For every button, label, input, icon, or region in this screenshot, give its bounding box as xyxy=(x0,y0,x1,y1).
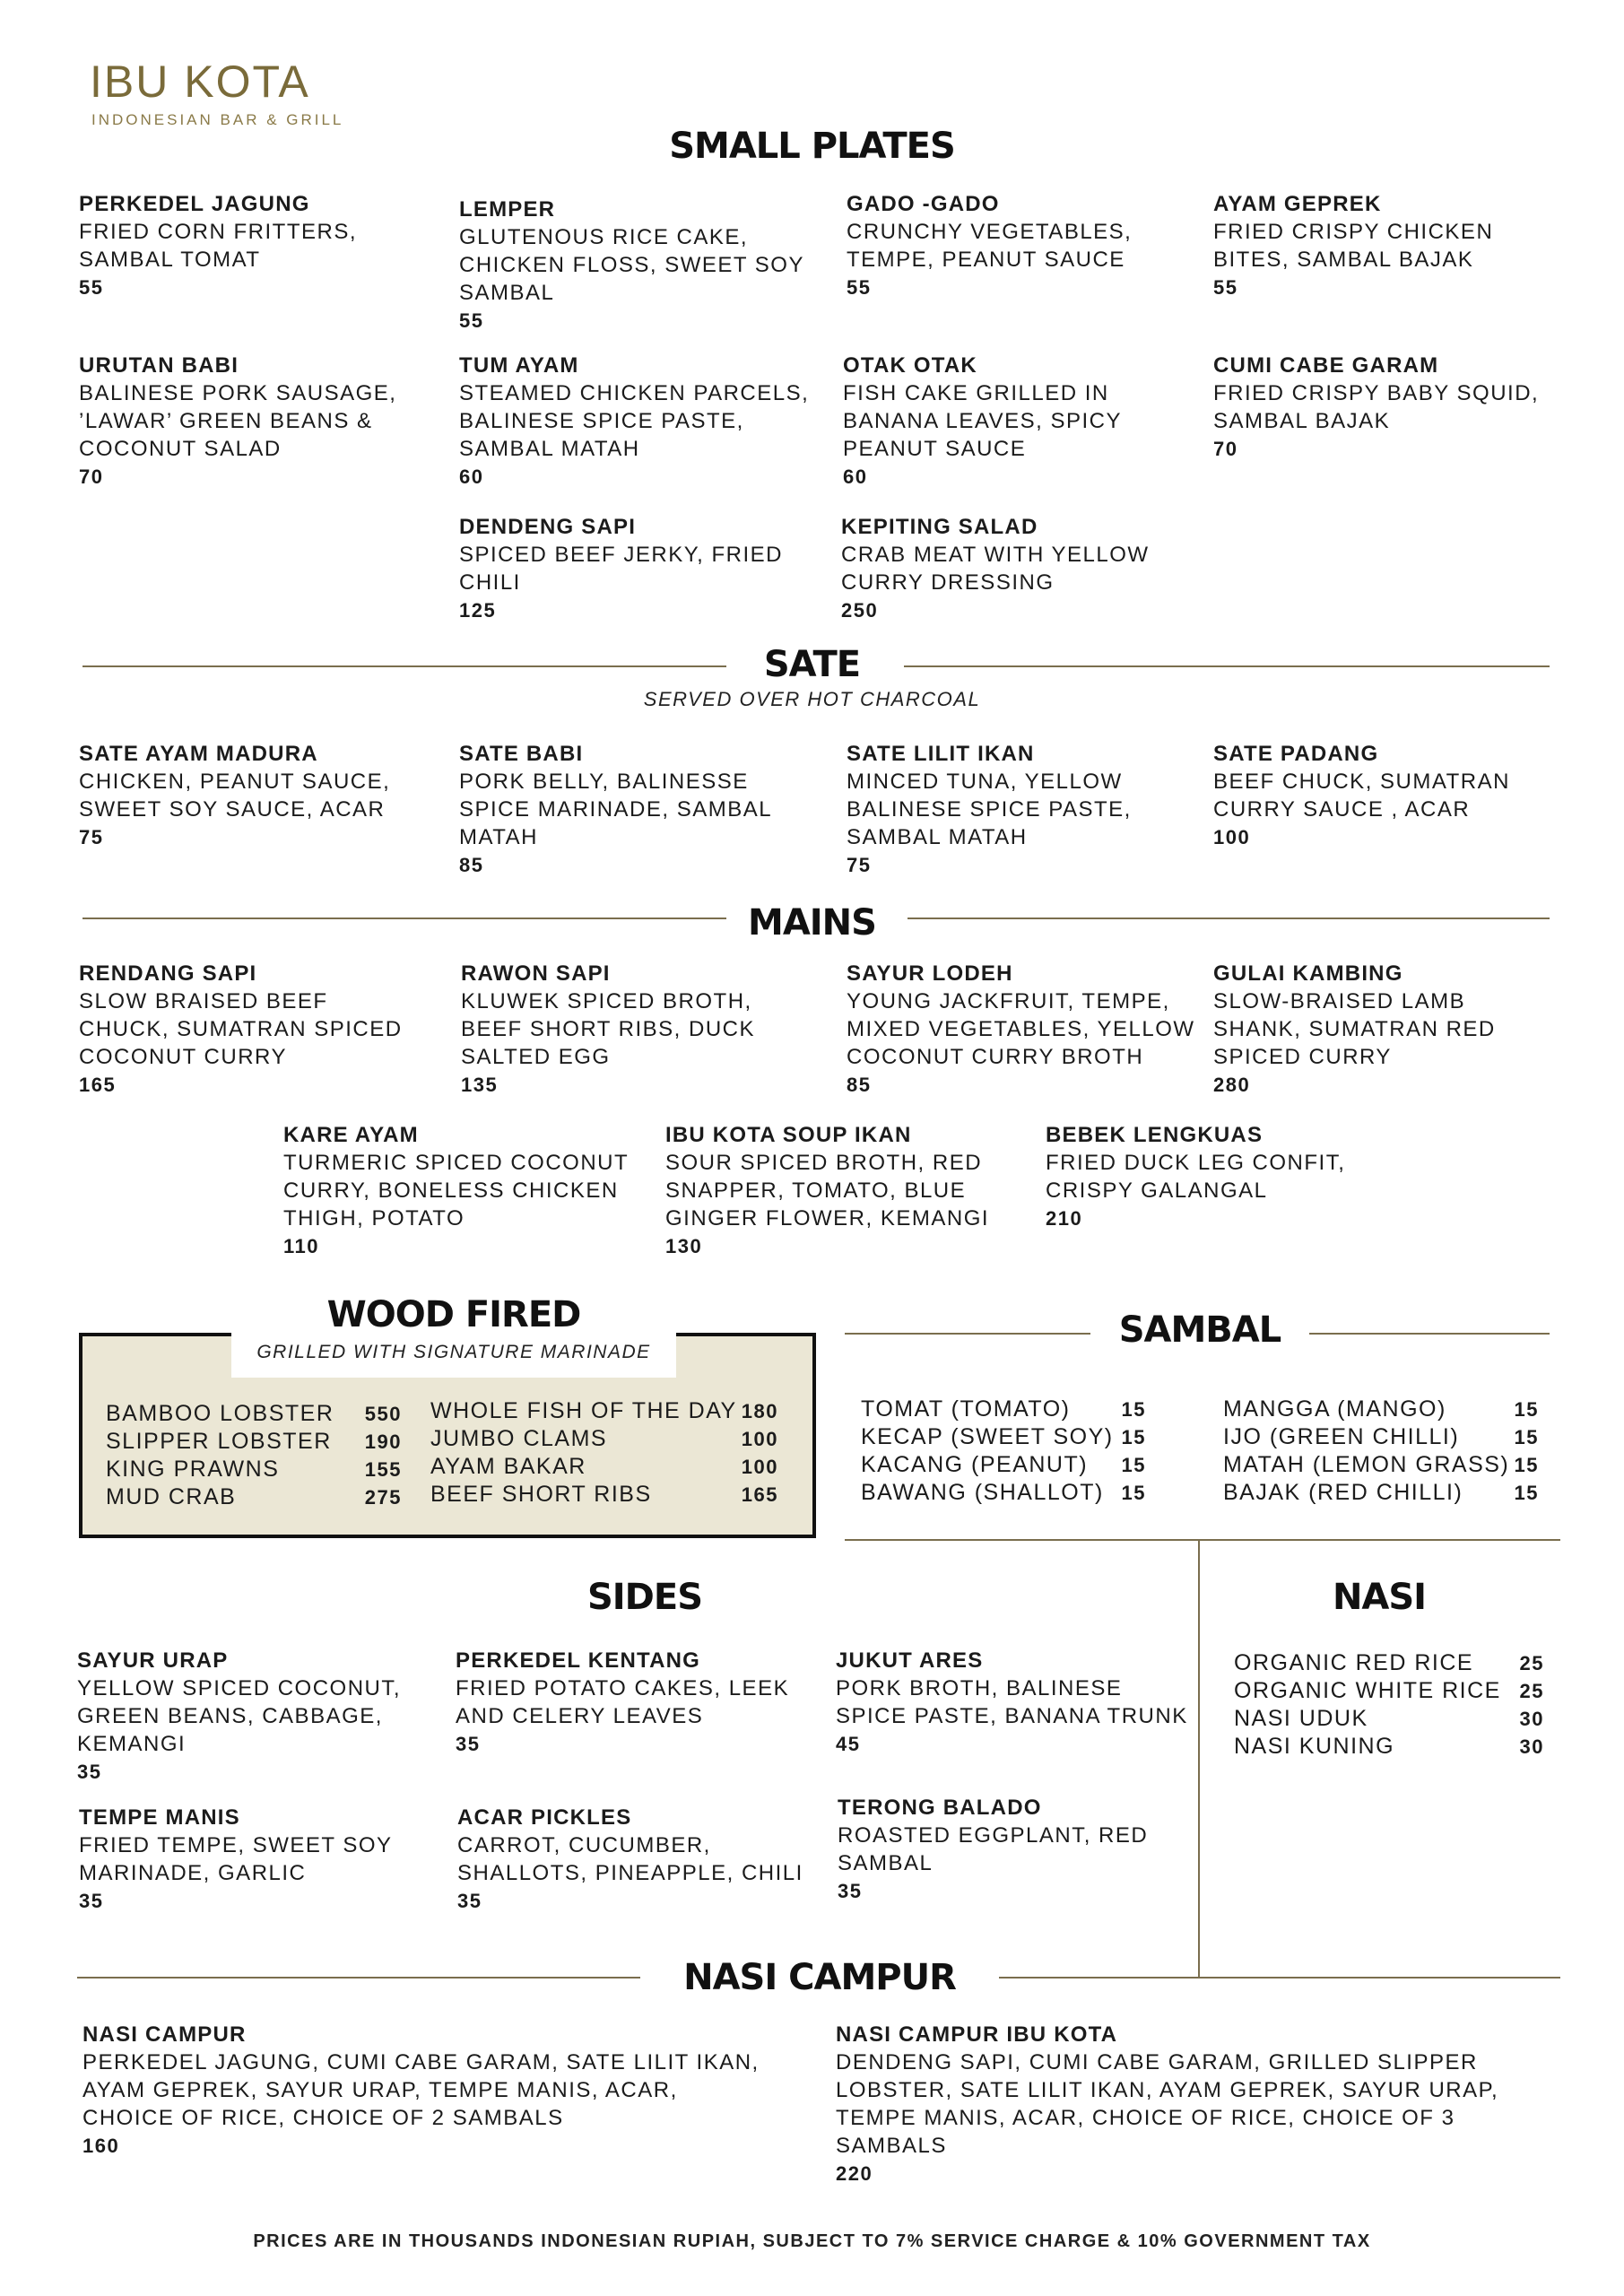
item-price: 220 xyxy=(836,2162,873,2185)
section-subtitle-wood-fired: GRILLED WITH SIGNATURE MARINADE xyxy=(256,1342,651,1362)
item-price: 135 xyxy=(461,1074,499,1096)
menu-item xyxy=(83,2021,773,2160)
item-desc: YOUNG JACKFRUIT, TEMPE, MIXED VEGETABLES, YELLOW COCONUT CURRY BROTH xyxy=(847,989,1195,1069)
sambal-price: 15 xyxy=(1514,1398,1539,1421)
section-title-nasi: NASI xyxy=(1332,1577,1427,1618)
item-desc: FRIED POTATO CAKES, LEEK AND CELERY LEAVES xyxy=(456,1676,790,1728)
menu-item xyxy=(79,960,420,1099)
dish-name: BEEF SHORT RIBS xyxy=(430,1482,652,1507)
rice-price: 25 xyxy=(1519,1652,1544,1674)
item-price: 55 xyxy=(459,309,484,332)
rice-price: 25 xyxy=(1519,1680,1544,1702)
divider-line xyxy=(999,1977,1560,1979)
menu-item xyxy=(838,1794,1169,1905)
dish-name: AYAM BAKAR xyxy=(430,1454,586,1479)
item-name: SAYUR LODEH xyxy=(847,961,1013,986)
item-desc: CRAB MEAT WITH YELLOW CURRY DRESSING xyxy=(841,543,1150,595)
dish-name: BAMBOO LOBSTER xyxy=(106,1401,334,1426)
rice-name: ORGANIC WHITE RICE xyxy=(1234,1678,1501,1703)
item-name: NASI CAMPUR xyxy=(83,2022,247,2047)
item-name: CUMI CABE GARAM xyxy=(1213,353,1439,378)
item-desc: SLOW-BRAISED LAMB SHANK, SUMATRAN RED SPICED CURRY xyxy=(1213,989,1496,1069)
item-price: 100 xyxy=(1213,826,1251,848)
item-desc: GLUTENOUS RICE CAKE, CHICKEN FLOSS, SWEET SOY SAMBAL xyxy=(459,225,804,305)
sambal-name: MATAH (LEMON GRASS) xyxy=(1223,1452,1510,1477)
item-price: 165 xyxy=(79,1074,117,1096)
section-title-sides: SIDES xyxy=(586,1577,703,1618)
price-row xyxy=(1234,1705,1544,1733)
divider-line xyxy=(845,1333,1090,1335)
sambal-name: KECAP (SWEET SOY) xyxy=(861,1424,1114,1449)
item-desc: PORK BELLY, BALINESSE SPICE MARINADE, SAMBAL MATAH xyxy=(459,770,772,849)
menu-item xyxy=(79,190,420,301)
item-desc: FRIED CRISPY BABY SQUID, SAMBAL BAJAK xyxy=(1213,381,1540,433)
sambal-price: 15 xyxy=(1121,1454,1146,1476)
price-row xyxy=(106,1483,402,1511)
item-name: AYAM GEPREK xyxy=(1213,192,1382,216)
item-price: 35 xyxy=(457,1890,482,1912)
menu-item xyxy=(836,2021,1562,2187)
dish-name: KING PRAWNS xyxy=(106,1457,280,1482)
menu-item xyxy=(1213,740,1536,851)
item-price: 55 xyxy=(1213,276,1238,299)
item-name: KARE AYAM xyxy=(283,1123,419,1147)
brand-tagline: INDONESIAN BAR & GRILL xyxy=(91,111,344,128)
price-row xyxy=(106,1428,402,1456)
price-row xyxy=(861,1423,1146,1451)
rice-price: 30 xyxy=(1519,1708,1544,1730)
item-price: 280 xyxy=(1213,1074,1251,1096)
price-row xyxy=(430,1397,778,1425)
item-price: 125 xyxy=(459,599,497,622)
price-row xyxy=(1234,1649,1544,1677)
sambal-price: 15 xyxy=(1514,1454,1539,1476)
item-desc: YELLOW SPICED COCONUT, GREEN BEANS, CABBAGE, KEMANGI xyxy=(77,1676,402,1756)
sambal-price: 15 xyxy=(1121,1398,1146,1421)
sambal-name: TOMAT (TOMATO) xyxy=(861,1396,1071,1422)
menu-item xyxy=(77,1647,418,1786)
menu-item xyxy=(665,1121,1006,1260)
item-desc: PERKEDEL JAGUNG, CUMI CABE GARAM, SATE LILIT IKAN, AYAM GEPREK, SAYUR URAP, TEMPE MANIS, ACAR, CHOICE OF RICE, CHOICE OF 2 SAMBALS xyxy=(83,2050,760,2130)
section-title-nasi-campur: NASI CAMPUR xyxy=(683,1957,956,1998)
section-title-mains: MAINS xyxy=(748,902,876,944)
item-desc: FISH CAKE GRILLED IN BANANA LEAVES, SPICY PEANUT SAUCE xyxy=(843,381,1122,461)
price-row xyxy=(1223,1451,1539,1479)
item-desc: TURMERIC SPICED COCONUT CURRY, BONELESS CHICKEN THIGH, POTATO xyxy=(283,1151,629,1231)
menu-item xyxy=(841,513,1164,624)
dish-name: JUMBO CLAMS xyxy=(430,1426,608,1451)
item-name: KEPITING SALAD xyxy=(841,515,1038,539)
item-name: TEMPE MANIS xyxy=(79,1805,240,1830)
section-title-sate: SATE xyxy=(763,644,861,685)
item-desc: FRIED DUCK LEG CONFIT, CRISPY GALANGAL xyxy=(1046,1151,1346,1203)
item-price: 250 xyxy=(841,599,879,622)
item-desc: BEEF CHUCK, SUMATRAN CURRY SAUCE , ACAR xyxy=(1213,770,1510,822)
dish-price: 100 xyxy=(741,1456,778,1478)
sambal-name: IJO (GREEN CHILLI) xyxy=(1223,1424,1460,1449)
item-price: 210 xyxy=(1046,1207,1083,1230)
sambal-price: 15 xyxy=(1514,1426,1539,1448)
section-title-sambal: SAMBAL xyxy=(1118,1309,1281,1351)
dish-price: 165 xyxy=(741,1483,778,1506)
item-desc: MINCED TUNA, YELLOW BALINESE SPICE PASTE, SAMBAL MATAH xyxy=(847,770,1132,849)
dish-name: MUD CRAB xyxy=(106,1484,237,1509)
item-name: URUTAN BABI xyxy=(79,353,239,378)
menu-item xyxy=(1046,1121,1368,1232)
sambal-price: 15 xyxy=(1121,1426,1146,1448)
item-price: 45 xyxy=(836,1733,861,1755)
item-name: RENDANG SAPI xyxy=(79,961,257,986)
section-title-small-plates: SMALL PLATES xyxy=(669,126,955,167)
menu-item xyxy=(459,196,809,335)
item-desc: SLOW BRAISED BEEF CHUCK, SUMATRAN SPICED COCONUT CURRY xyxy=(79,989,403,1069)
item-desc: BALINESE PORK SAUSAGE, ’LAWAR’ GREEN BEANS & COCONUT SALAD xyxy=(79,381,397,461)
price-row xyxy=(1234,1677,1544,1705)
item-name: TUM AYAM xyxy=(459,353,579,378)
price-row xyxy=(1234,1733,1544,1761)
price-row xyxy=(1223,1423,1539,1451)
item-price: 60 xyxy=(459,465,484,488)
item-name: RAWON SAPI xyxy=(461,961,611,986)
dish-name: WHOLE FISH OF THE DAY xyxy=(430,1398,737,1423)
footer-note: PRICES ARE IN THOUSANDS INDONESIAN RUPIAH, SUBJECT TO 7% SERVICE CHARGE & 10% GOVERNMENT TAX xyxy=(253,2231,1371,2251)
menu-item xyxy=(847,960,1196,1099)
menu-item xyxy=(461,960,793,1099)
item-desc: PORK BROTH, BALINESE SPICE PASTE, BANANA TRUNK xyxy=(836,1676,1188,1728)
item-desc: DENDENG SAPI, CUMI CABE GARAM, GRILLED SLIPPER LOBSTER, SATE LILIT IKAN, AYAM GEPREK, SAYUR URAP, TEMPE MANIS, ACAR, CHOICE OF RICE, CHOICE OF 3 SAMBALS xyxy=(836,2050,1499,2158)
item-name: LEMPER xyxy=(459,197,556,222)
section-title-wood-fired: WOOD FIRED xyxy=(326,1294,581,1335)
sambal-name: BAWANG (SHALLOT) xyxy=(861,1480,1104,1505)
menu-item xyxy=(79,1804,411,1915)
item-price: 75 xyxy=(847,854,872,876)
item-name: NASI CAMPUR IBU KOTA xyxy=(836,2022,1118,2047)
item-desc: KLUWEK SPICED BROTH, BEEF SHORT RIBS, DUCK SALTED EGG xyxy=(461,989,756,1069)
item-price: 35 xyxy=(838,1880,863,1902)
price-row xyxy=(1223,1479,1539,1507)
price-row xyxy=(861,1396,1146,1423)
item-name: JUKUT ARES xyxy=(836,1648,984,1673)
item-price: 35 xyxy=(77,1761,102,1783)
item-name: PERKEDEL JAGUNG xyxy=(79,192,310,216)
menu-item xyxy=(459,740,800,879)
item-name: TERONG BALADO xyxy=(838,1796,1042,1820)
sambal-name: KACANG (PEANUT) xyxy=(861,1452,1089,1477)
dish-price: 180 xyxy=(741,1400,778,1422)
item-price: 35 xyxy=(79,1890,104,1912)
item-name: GADO -GADO xyxy=(847,192,1000,216)
dish-price: 275 xyxy=(364,1486,402,1509)
item-desc: ROASTED EGGPLANT, RED SAMBAL xyxy=(838,1823,1149,1875)
item-name: GULAI KAMBING xyxy=(1213,961,1403,986)
section-subtitle-sate: SERVED OVER HOT CHARCOAL xyxy=(643,688,981,710)
item-price: 75 xyxy=(79,826,104,848)
item-price: 85 xyxy=(459,854,484,876)
divider-line xyxy=(845,1539,1560,1541)
item-price: 55 xyxy=(847,276,872,299)
item-name: SATE PADANG xyxy=(1213,742,1379,766)
dish-price: 100 xyxy=(741,1428,778,1450)
sambal-price: 15 xyxy=(1121,1482,1146,1504)
item-price: 70 xyxy=(79,465,104,488)
sambal-list-left xyxy=(861,1396,1146,1507)
wood-fired-list-left xyxy=(106,1400,402,1511)
rice-name: NASI UDUK xyxy=(1234,1706,1368,1731)
menu-item xyxy=(847,740,1151,879)
item-desc: STEAMED CHICKEN PARCELS, BALINESE SPICE PASTE, SAMBAL MATAH xyxy=(459,381,810,461)
price-row xyxy=(106,1400,402,1428)
price-row xyxy=(430,1481,778,1509)
item-price: 110 xyxy=(283,1235,319,1257)
wood-fired-list-right xyxy=(430,1397,778,1509)
item-name: DENDENG SAPI xyxy=(459,515,637,539)
menu-item xyxy=(847,190,1178,301)
item-desc: CHICKEN, PEANUT SAUCE, SWEET SOY SAUCE, ACAR xyxy=(79,770,391,822)
dish-price: 550 xyxy=(364,1403,402,1425)
menu-item xyxy=(836,1647,1194,1758)
menu-item xyxy=(459,352,818,491)
divider-line xyxy=(77,1977,640,1979)
price-row xyxy=(861,1451,1146,1479)
menu-item xyxy=(283,1121,642,1260)
item-price: 55 xyxy=(79,276,104,299)
dish-price: 190 xyxy=(364,1431,402,1453)
item-desc: SPICED BEEF JERKY, FRIED CHILI xyxy=(459,543,783,595)
menu-item xyxy=(79,740,420,851)
item-price: 130 xyxy=(665,1235,703,1257)
brand-logo: IBU KOTA xyxy=(90,57,310,107)
menu-item xyxy=(1213,960,1536,1099)
item-name: IBU KOTA SOUP IKAN xyxy=(665,1123,912,1147)
price-row xyxy=(430,1453,778,1481)
item-price: 85 xyxy=(847,1074,872,1096)
rice-name: NASI KUNING xyxy=(1234,1734,1395,1759)
price-row xyxy=(1223,1396,1539,1423)
menu-item xyxy=(457,1804,816,1915)
item-price: 60 xyxy=(843,465,868,488)
item-name: SAYUR URAP xyxy=(77,1648,229,1673)
item-price: 70 xyxy=(1213,438,1238,460)
sambal-price: 15 xyxy=(1514,1482,1539,1504)
item-name: PERKEDEL KENTANG xyxy=(456,1648,701,1673)
rice-name: ORGANIC RED RICE xyxy=(1234,1650,1474,1675)
divider-line xyxy=(1309,1333,1550,1335)
item-desc: CRUNCHY VEGETABLES, TEMPE, PEANUT SAUCE xyxy=(847,220,1133,272)
item-name: SATE BABI xyxy=(459,742,584,766)
item-desc: CARROT, CUCUMBER, SHALLOTS, PINEAPPLE, CHILI xyxy=(457,1833,803,1885)
item-name: SATE AYAM MADURA xyxy=(79,742,318,766)
menu-item xyxy=(79,352,420,491)
item-desc: FRIED CRISPY CHICKEN BITES, SAMBAL BAJAK xyxy=(1213,220,1494,272)
menu-item xyxy=(1213,190,1536,301)
menu-item xyxy=(843,352,1166,491)
item-desc: FRIED CORN FRITTERS, SAMBAL TOMAT xyxy=(79,220,357,272)
item-price: 160 xyxy=(83,2135,120,2157)
item-name: SATE LILIT IKAN xyxy=(847,742,1035,766)
price-row xyxy=(430,1425,778,1453)
dish-name: SLIPPER LOBSTER xyxy=(106,1429,332,1454)
price-row xyxy=(106,1456,402,1483)
menu-item xyxy=(456,1647,796,1758)
menu-item xyxy=(459,513,791,624)
item-desc: FRIED TEMPE, SWEET SOY MARINADE, GARLIC xyxy=(79,1833,393,1885)
item-name: ACAR PICKLES xyxy=(457,1805,632,1830)
item-desc: SOUR SPICED BROTH, RED SNAPPER, TOMATO, BLUE GINGER FLOWER, KEMANGI xyxy=(665,1151,990,1231)
sambal-name: BAJAK (RED CHILLI) xyxy=(1223,1480,1463,1505)
item-name: OTAK OTAK xyxy=(843,353,977,378)
rice-price: 30 xyxy=(1519,1735,1544,1758)
item-name: BEBEK LENGKUAS xyxy=(1046,1123,1264,1147)
sambal-list-right xyxy=(1223,1396,1539,1507)
nasi-list xyxy=(1234,1649,1544,1761)
price-row xyxy=(861,1479,1146,1507)
menu-item xyxy=(1213,352,1554,463)
item-price: 35 xyxy=(456,1733,481,1755)
sambal-name: MANGGA (MANGO) xyxy=(1223,1396,1446,1422)
dish-price: 155 xyxy=(364,1458,402,1481)
